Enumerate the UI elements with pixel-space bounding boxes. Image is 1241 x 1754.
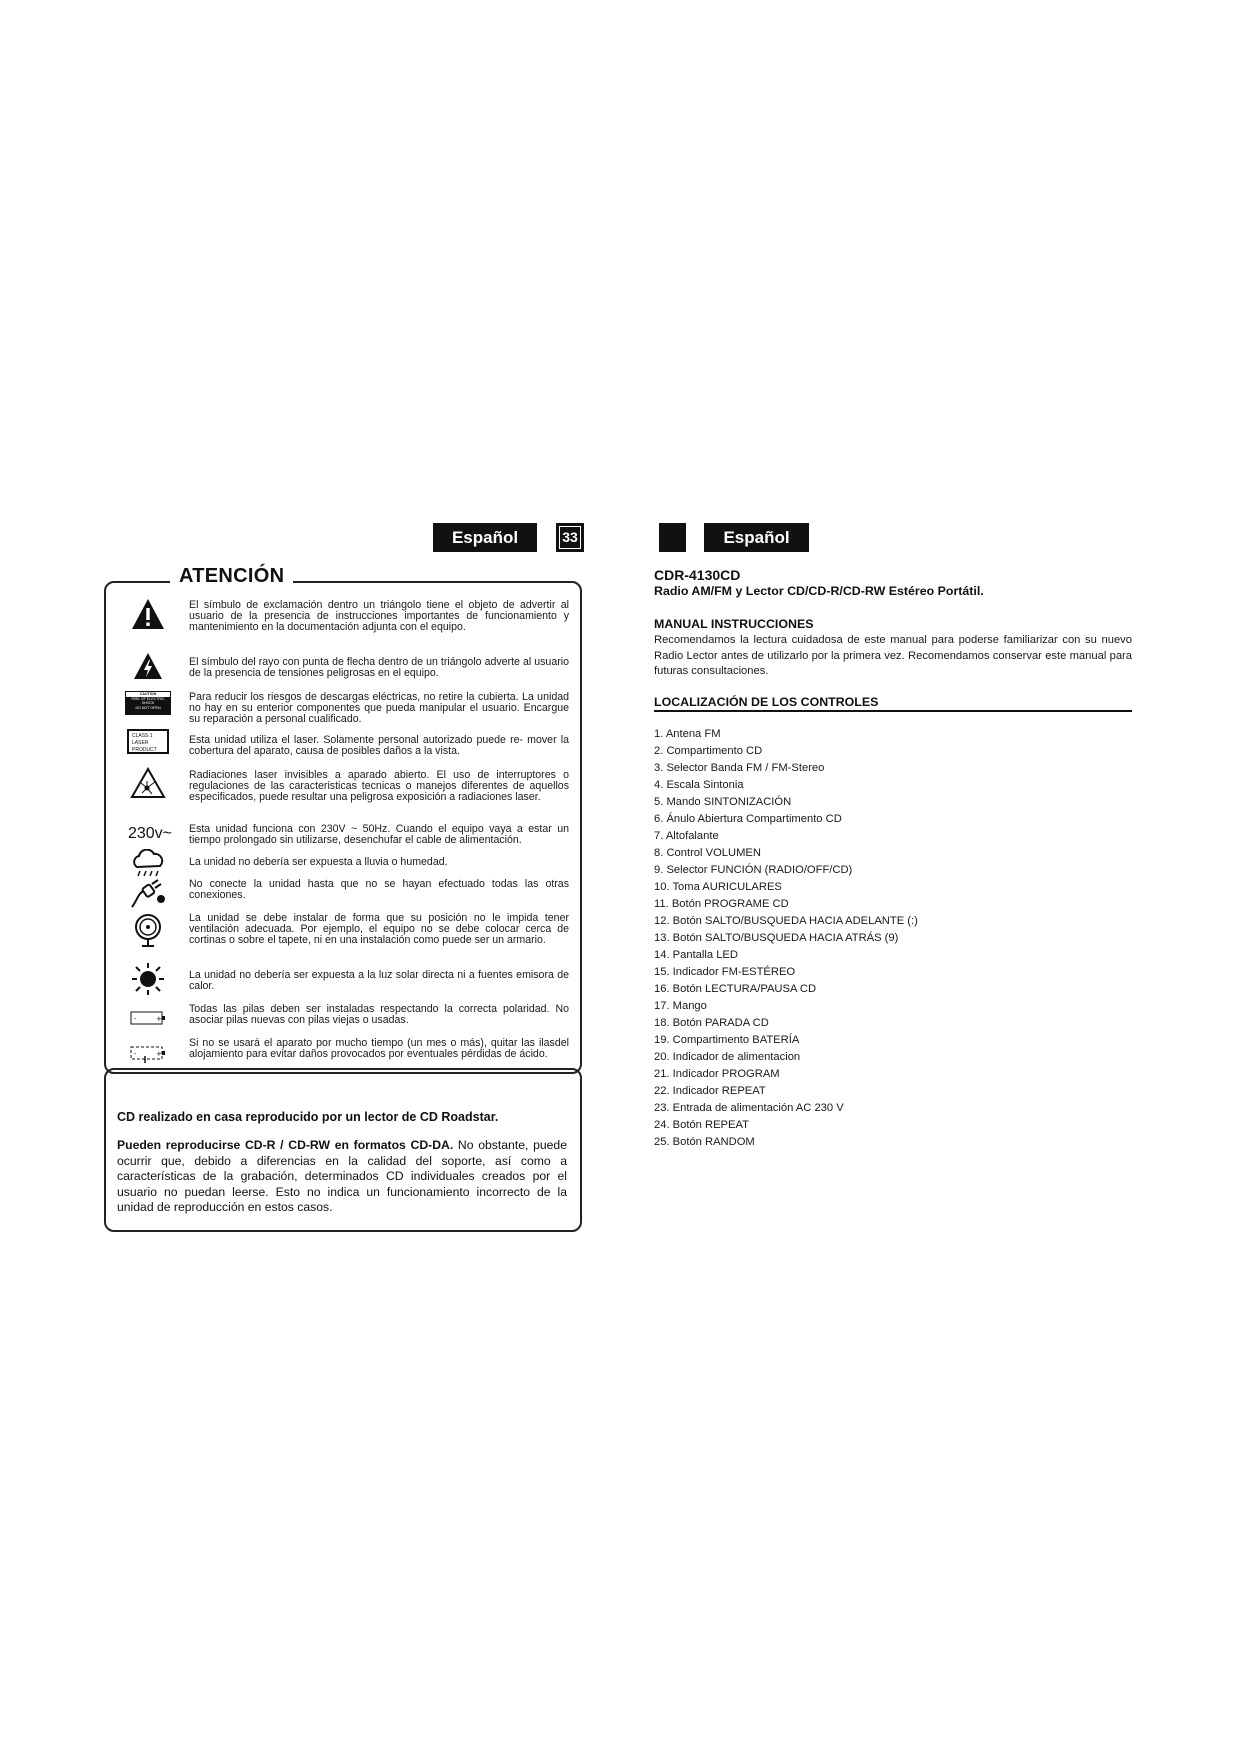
cd-notice-title: CD realizado en casa reproducido por un lector de CD Roadstar. — [117, 1110, 499, 1124]
control-item: 15. Indicador FM-ESTÉREO — [654, 966, 796, 978]
attention-item-text: Para reducir los riesgos de descargas eléctricas, no retire la cubierta. La unidad no hay en su enterior componentes que pueda manipular el usuario. Encargue su reparación a personal cualificado. — [189, 691, 569, 725]
attention-item-text: Esta unidad funciona con 230V ~ 50Hz. Cuando el equipo vaya a estar un tiempo prolongado sin utilizarse, desenchufar el cable de alimentación. — [189, 823, 569, 846]
attention-item-text: Todas las pilas deben ser instaladas respectando la correcta polaridad. No asociar pilas nuevas con pilas viejas o usadas. — [189, 1003, 569, 1026]
control-item: 11. Botón PROGRAME CD — [654, 898, 789, 910]
sun-icon — [124, 962, 172, 1001]
attention-item-text: No conecte la unidad hasta que no se hayan efectuado todas las otras conexiones. — [189, 878, 569, 901]
control-item: 2. Compartimento CD — [654, 745, 763, 757]
page-number: 33 — [556, 523, 584, 552]
battery-remove-icon — [124, 1044, 172, 1069]
manual-heading: MANUAL INSTRUCCIONES — [654, 617, 814, 631]
caution-label-icon: CAUTION RISK OF ELECTRIC SHOCK DO NOT OPEN — [124, 691, 172, 715]
control-item: 21. Indicador PROGRAM — [654, 1068, 780, 1080]
attention-item-text: La unidad se debe instalar de forma que su posición no le impida tener ventilación adecuada. Por ejemplo, el equipo no se debe colocar cerca de cortinas o sobre el tapete, ni en una instalación como puede ser un armario. — [189, 912, 569, 946]
control-item: 19. Compartimento BATERÍA — [654, 1034, 800, 1046]
svg-text:-: - — [134, 1050, 137, 1058]
voltage-230v-icon: 230v~ — [127, 825, 173, 842]
attention-item-text: El símbulo de exclamación dentro un triángolo tiene el objeto de advertir al usuario de la presencia de instrucciones importantes de funcionamiento y mantenimiento en la documentación adjunta con el equipo. — [189, 599, 569, 633]
control-item: 18. Botón PARADA CD — [654, 1017, 769, 1029]
cd-notice-body — [117, 1138, 567, 1216]
attention-item-text: Esta unidad utiliza el laser. Solamente personal autorizado puede re- mover la cobertura del aparato, causa de posibles daños a la vista. — [189, 734, 569, 757]
attention-item-text: La unidad no debería ser expuesta a la luz solar directa ni a fuentes emisora de calor. — [189, 969, 569, 992]
control-item: 12. Botón SALTO/BUSQUEDA HACIA ADELANTE (:) — [654, 915, 918, 927]
laser-warning-triangle-icon — [124, 767, 172, 804]
attention-item-text: La unidad no debería ser expuesta a lluvia o humedad. — [189, 856, 448, 868]
control-item: 9. Selector FUNCIÓN (RADIO/OFF/CD) — [654, 864, 853, 876]
controls-heading: LOCALIZACIÓN DE LOS CONTROLES — [654, 695, 1132, 712]
cd-notice-body-bold: Pueden reproducirse CD-R / CD-RW en formatos CD-DA. — [117, 1138, 454, 1152]
control-item: 14. Pantalla LED — [654, 949, 738, 961]
control-item: 20. Indicador de alimentacion — [654, 1051, 801, 1063]
product-subtitle: Radio AM/FM y Lector CD/CD-R/CD-RW Estéreo Portátil. — [654, 584, 984, 598]
page-marker-square — [659, 523, 686, 552]
attention-item-text: Si no se usará el aparato por mucho tiempo (un mes o más), quitar las ilasdel alojamiento para evitar daños provocados por eventuales pérdidas de ácido. — [189, 1037, 569, 1060]
attention-item-text: El símbulo del rayo con punta de flecha dentro de un triángolo adverte al usuario de la presencia de tensiones peligrosas en el equipo. — [189, 656, 569, 679]
attention-title: ATENCIÓN — [170, 565, 293, 588]
class1-laser-label-icon: CLASS 1 LASER PRODUCT — [124, 729, 172, 754]
control-item: 3. Selector Banda FM / FM-Stereo — [654, 762, 825, 774]
attention-item-text: Radiaciones laser invisibles a aparado abierto. El uso de interruptores o regulaciones de las caracteristicas tecnicas o manejos diferentes de aquellos especificados, puede resultar una peligrosa exposición a radiaciones laser. — [189, 769, 569, 803]
manual-text: Recomendamos la lectura cuidadosa de este manual para poderse familiarizar con su nuevo Radio Lector antes de utilizarlo por la primera vez. Recomendamos conservar este manual para futuras consultaciones. — [654, 634, 1132, 678]
control-item: 22. Indicador REPEAT — [654, 1085, 766, 1097]
control-item: 1. Antena FM — [654, 728, 721, 740]
ventilation-fan-icon — [124, 913, 172, 954]
control-item: 4. Escala Sintonia — [654, 779, 744, 791]
control-item: 25. Botón RANDOM — [654, 1136, 755, 1148]
control-item: 17. Mango — [654, 1000, 707, 1012]
language-tab-right: Español — [704, 523, 809, 552]
battery-icon — [124, 1009, 172, 1032]
svg-text:+: + — [156, 1015, 162, 1023]
svg-text:+: + — [156, 1050, 162, 1058]
controls-list — [654, 726, 918, 1151]
control-item: 5. Mando SINTONIZACIÓN — [654, 796, 792, 808]
control-item: 6. Ánulo Abiertura Compartimento CD — [654, 813, 842, 825]
control-item: 7. Altofalante — [654, 830, 719, 842]
control-item: 13. Botón SALTO/BUSQUEDA HACIA ATRÁS (9) — [654, 932, 899, 944]
model-number: CDR-4130CD — [654, 567, 741, 583]
exclamation-triangle-icon — [124, 598, 172, 635]
cd-notice-body-text: No obstante, puede ocurrir que, debido a diferencias en la calidad del soporte, así como a características de la grabación, determinados CD individuales creados por el usuario no puedan leerse. Esto no indica un funcionamiento incorrecto de la unidad de reproducción en estos casos. — [117, 1138, 567, 1215]
language-tab-left: Español — [433, 523, 537, 552]
control-item: 10. Toma AURICULARES — [654, 881, 782, 893]
control-item: 23. Entrada de alimentación AC 230 V — [654, 1102, 844, 1114]
control-item: 8. Control VOLUMEN — [654, 847, 761, 859]
control-item: 24. Botón REPEAT — [654, 1119, 749, 1131]
control-item: 16. Botón LECTURA/PAUSA CD — [654, 983, 817, 995]
unplugged-cable-icon — [124, 877, 172, 916]
lightning-triangle-icon — [124, 652, 172, 685]
svg-text:-: - — [134, 1015, 137, 1023]
